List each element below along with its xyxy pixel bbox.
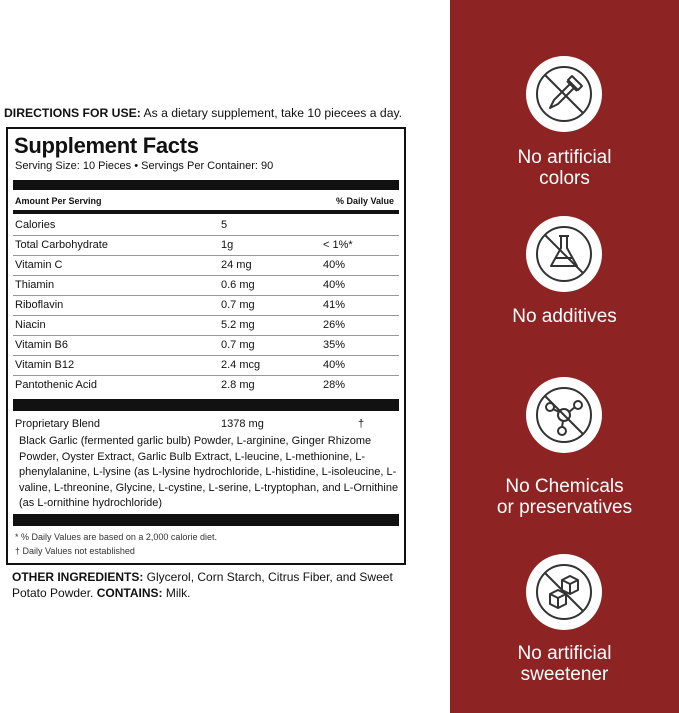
molecule-icon bbox=[526, 377, 602, 453]
nutrient-row-vitamin-b12: Vitamin B12 2.4 mcg 40% bbox=[13, 355, 399, 376]
directions-for-use: DIRECTIONS FOR USE: As a dietary supplement, take 10 piecees a day. bbox=[4, 106, 403, 120]
divider-bar bbox=[13, 210, 399, 214]
nutrient-row-pantothenic-acid: Pantothenic Acid 2.8 mg 28% bbox=[15, 379, 346, 391]
proprietary-blend-ingredients: Black Garlic (fermented garlic bulb) Powder, L-arginine, Ginger Rhizome Powder, Oyster Extract, Garlic Bulb Extract, L-leucine, L-methionine, L-phenylalanine, L-lysine (as L-lysine hydrochloride, L-histidine, L-isoleucine, L-valine, L-threonine, Glycine, L-cystine, L-serine, L-tryptophan, and L-Ornithine (as L-ornithine hydrochloride) bbox=[19, 435, 399, 510]
nutrient-row-vitamin-c: Vitamin C 24 mg 40% bbox=[13, 255, 399, 276]
divider-bar bbox=[13, 399, 399, 411]
claim-label-chemicals: No Chemicals or preservatives bbox=[496, 476, 633, 518]
nutrient-row-calories: Calories 5 bbox=[13, 215, 399, 236]
divider-bar bbox=[13, 180, 399, 190]
serving-info: Serving Size: 10 Pieces • Servings Per Container: 90 bbox=[15, 160, 274, 172]
nutrient-row-thiamin: Thiamin 0.6 mg 40% bbox=[13, 275, 399, 296]
nutrient-row-carbohydrate: Total Carbohydrate 1g < 1%* bbox=[13, 235, 399, 256]
divider-bar bbox=[13, 514, 399, 526]
dagger-footnote: † Daily Values not established bbox=[15, 546, 135, 556]
claim-label-colors: No artificial colors bbox=[517, 147, 612, 189]
claims-panel bbox=[450, 0, 679, 713]
dropper-icon bbox=[526, 56, 602, 132]
other-ingredients: OTHER INGREDIENTS: Glycerol, Corn Starch, Citrus Fiber, and Sweet Potato Powder. CONTAINS: Milk. bbox=[12, 570, 393, 600]
nutrient-row-vitamin-b6: Vitamin B6 0.7 mg 35% bbox=[13, 335, 399, 356]
supplement-facts-box: Supplement Facts Serving Size: 10 Pieces • Servings Per Container: 90 Amount Per Serving % Daily Value Calories 5 Total Carbohydrate 1g < 1%* Vitamin C 24 mg 40% Thiamin 0.6 mg 40% Riboflavin 0.7 mg 41% Niacin 5.2 mg 26% Vitamin B6 0.7 mg 35% Vitamin B12 2.4 mcg 40% Pantothenic Acid 2.8 mg 28% Proprietary Blend 1378 mg † Black Garlic (fermented garlic bulb) Powder, L-arginine, Ginger Rhizome Powder, Oyster Extract, Garlic Bulb Extract, L-leucine, L-methionine, L-phenylalanine, L-lysine (as L-lysine hydrochloride, L-histidine, L-isoleucine, L-valine, L-threonine, Glycine, L-cystine, L-serine, L-tryptophan, and L-Ornithine (as L-ornithine hydrochloride) * % Daily Values are based on a 2,000 calorie diet. † Daily Values not established bbox=[6, 127, 406, 565]
daily-value-footnote: * % Daily Values are based on a 2,000 calorie diet. bbox=[15, 532, 217, 542]
sugar-cubes-icon bbox=[526, 554, 602, 630]
nutrient-row-riboflavin: Riboflavin 0.7 mg 41% bbox=[13, 295, 399, 316]
claim-label-additives: No additives bbox=[512, 306, 617, 327]
facts-header: Amount Per Serving % Daily Value bbox=[15, 196, 394, 206]
nutrient-row-niacin: Niacin 5.2 mg 26% bbox=[13, 315, 399, 336]
claim-label-sweetener: No artificial sweetener bbox=[517, 643, 612, 685]
facts-title: Supplement Facts bbox=[14, 133, 199, 158]
flask-icon bbox=[526, 216, 602, 292]
